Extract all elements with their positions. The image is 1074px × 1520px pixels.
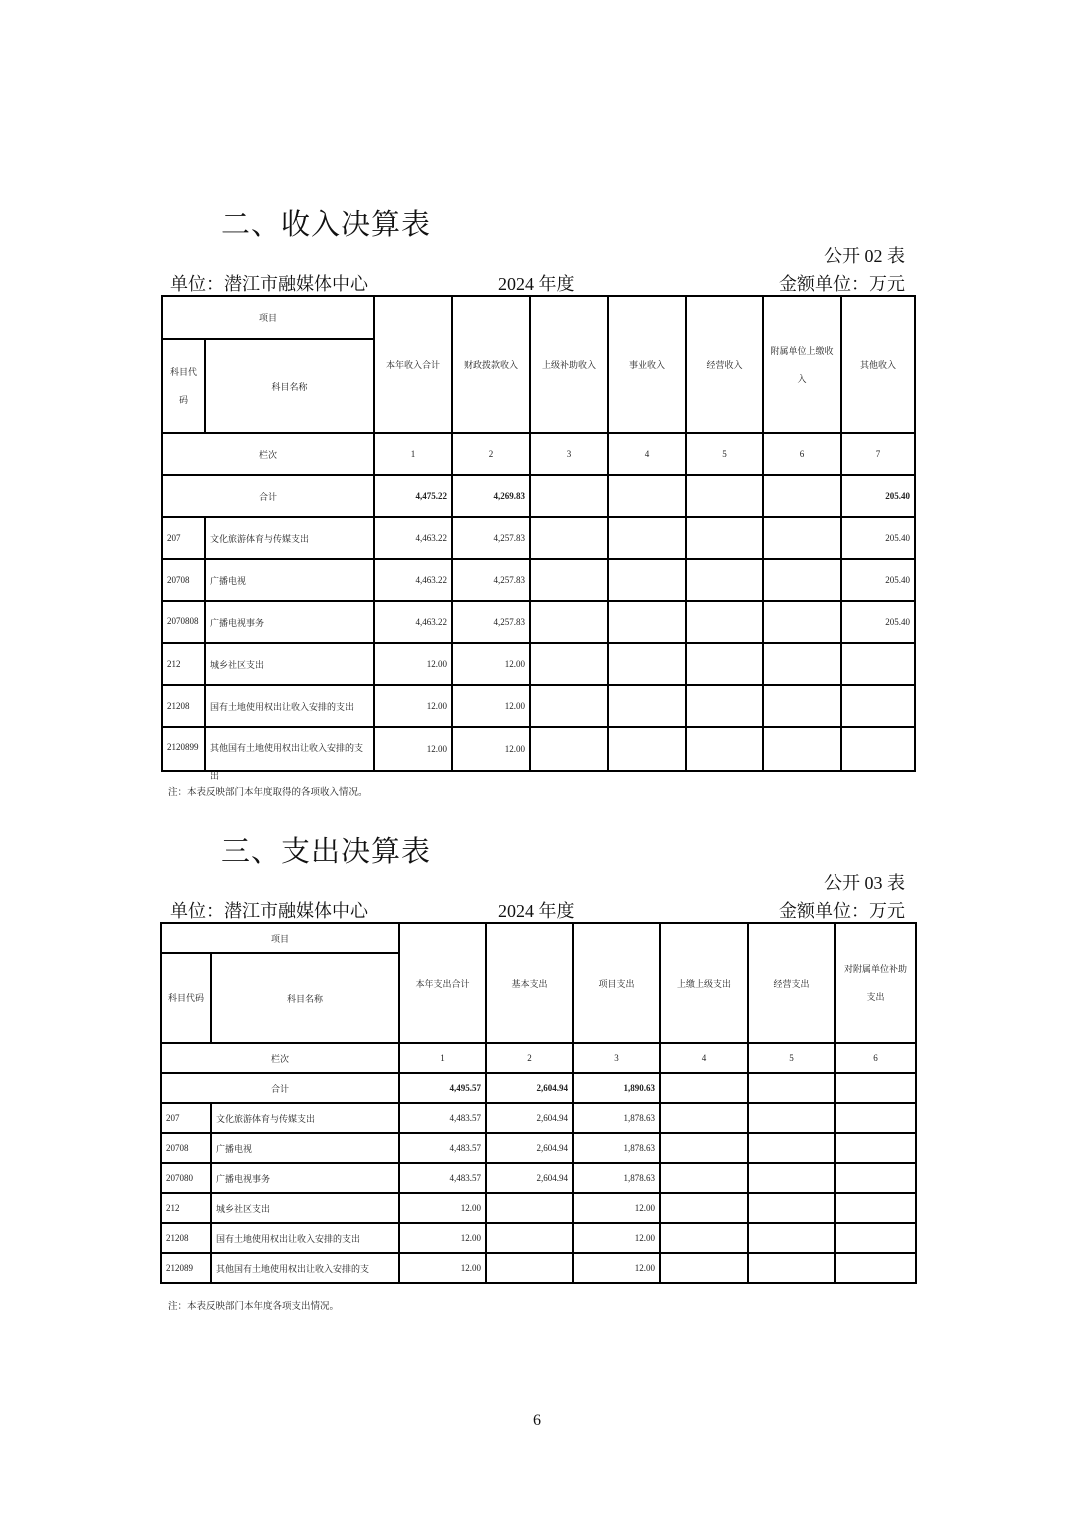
table-row bbox=[162, 685, 915, 727]
subject-name: 广播电视事务 bbox=[211, 1163, 399, 1193]
cell-value: 4,483.57 bbox=[399, 1133, 486, 1163]
cell-value bbox=[835, 1103, 916, 1133]
subject-code: 20708 bbox=[162, 559, 205, 601]
total-value: 205.40 bbox=[841, 475, 915, 517]
subject-name: 广播电视 bbox=[211, 1133, 399, 1163]
table-row bbox=[162, 601, 915, 643]
subject-code bbox=[162, 601, 205, 643]
cell-value: 12.00 bbox=[452, 643, 530, 685]
subject-code: 212 bbox=[162, 643, 205, 685]
cell-value: 12.00 bbox=[399, 1193, 486, 1223]
cell-value bbox=[486, 1253, 573, 1283]
subject-code-text: 2070808 bbox=[167, 616, 199, 626]
cell-value bbox=[763, 643, 841, 685]
income-note: 注：本表反映部门本年度取得的各项收入情况。 bbox=[168, 788, 368, 798]
cell-value bbox=[835, 1133, 916, 1163]
subject-name-text: 其他国有土地使用权出让收入安排的支出 bbox=[210, 743, 364, 781]
table-row bbox=[162, 559, 915, 601]
cell-value bbox=[748, 1103, 835, 1133]
column-header: 事业收入 bbox=[608, 296, 686, 433]
subject-code: 207 bbox=[162, 517, 205, 559]
column-header: 经营支出 bbox=[748, 923, 835, 1043]
cell-value bbox=[841, 643, 915, 685]
cell-value bbox=[748, 1133, 835, 1163]
table-row bbox=[162, 727, 915, 771]
cell-value bbox=[608, 517, 686, 559]
column-header: 其他收入 bbox=[841, 296, 915, 433]
column-header: 基本支出 bbox=[486, 923, 573, 1043]
subject-code: 21208 bbox=[161, 1223, 211, 1253]
cell-value: 12.00 bbox=[452, 727, 530, 771]
column-header: 对附属单位补助支出 bbox=[835, 923, 916, 1043]
subject-name: 城乡社区支出 bbox=[211, 1193, 399, 1223]
subject-name: 广播电视 bbox=[205, 559, 374, 601]
cell-value: 4,463.22 bbox=[374, 517, 452, 559]
cell-value bbox=[686, 643, 763, 685]
column-number: 7 bbox=[841, 433, 915, 475]
cell-value: 4,257.83 bbox=[452, 559, 530, 601]
cell-value bbox=[841, 685, 915, 727]
column-number: 6 bbox=[763, 433, 841, 475]
cell-value bbox=[530, 517, 608, 559]
total-value bbox=[763, 475, 841, 517]
subject-code: 207 bbox=[161, 1103, 211, 1133]
column-number: 2 bbox=[452, 433, 530, 475]
total-value: 4,475.22 bbox=[374, 475, 452, 517]
subject-name: 城乡社区支出 bbox=[205, 643, 374, 685]
column-header: 财政拨款收入 bbox=[452, 296, 530, 433]
cell-value: 12.00 bbox=[374, 643, 452, 685]
column-number: 5 bbox=[686, 433, 763, 475]
cell-value: 4,257.83 bbox=[452, 517, 530, 559]
subject-name bbox=[205, 727, 374, 781]
cell-value: 12.00 bbox=[452, 685, 530, 727]
item-header: 项目 bbox=[162, 296, 374, 339]
table-row bbox=[161, 1253, 916, 1283]
column-number: 5 bbox=[748, 1043, 835, 1073]
total-label: 合计 bbox=[161, 1073, 399, 1103]
cell-value: 4,483.57 bbox=[399, 1103, 486, 1133]
total-value: 1,890.63 bbox=[573, 1073, 660, 1103]
column-header: 本年收入合计 bbox=[374, 296, 452, 433]
cell-value: 12.00 bbox=[374, 727, 452, 771]
expense-total-row bbox=[161, 1073, 916, 1103]
subject-name: 文化旅游体育与传媒支出 bbox=[211, 1103, 399, 1133]
expense-header-row bbox=[161, 923, 916, 953]
cell-value: 4,463.22 bbox=[374, 601, 452, 643]
cell-value bbox=[486, 1193, 573, 1223]
column-header: 本年支出合计 bbox=[399, 923, 486, 1043]
cell-value: 12.00 bbox=[573, 1253, 660, 1283]
name-header: 科目名称 bbox=[205, 339, 374, 433]
total-value bbox=[660, 1073, 748, 1103]
subject-name: 其他国有土地使用权出让收入安排的支 bbox=[211, 1253, 399, 1283]
cell-value: 1,878.63 bbox=[573, 1133, 660, 1163]
cell-value bbox=[608, 601, 686, 643]
cell-value: 1,878.63 bbox=[573, 1103, 660, 1133]
cell-value bbox=[660, 1103, 748, 1133]
total-value: 4,495.57 bbox=[399, 1073, 486, 1103]
cell-value: 205.40 bbox=[841, 601, 915, 643]
subject-name: 国有土地使用权出让收入安排的支出 bbox=[211, 1223, 399, 1253]
income-table bbox=[161, 295, 916, 781]
cell-value: 4,463.22 bbox=[374, 559, 452, 601]
cell-value: 205.40 bbox=[841, 517, 915, 559]
subject-code bbox=[162, 727, 205, 771]
item-header: 项目 bbox=[161, 923, 399, 953]
income-section-title: 二、收入决算表 bbox=[221, 207, 432, 241]
expense-column-number-row bbox=[161, 1043, 916, 1073]
expense-year: 2024 年度 bbox=[498, 901, 575, 921]
subject-code: 207080 bbox=[161, 1163, 211, 1193]
code-header: 科目代码 bbox=[162, 339, 205, 433]
column-number: 1 bbox=[374, 433, 452, 475]
cell-value bbox=[748, 1193, 835, 1223]
total-value bbox=[835, 1073, 916, 1103]
expense-form-number: 公开 03 表 bbox=[824, 873, 905, 893]
cell-value bbox=[530, 559, 608, 601]
cell-value: 2,604.94 bbox=[486, 1133, 573, 1163]
cell-value bbox=[686, 685, 763, 727]
cell-value bbox=[686, 601, 763, 643]
subject-name: 文化旅游体育与传媒支出 bbox=[205, 517, 374, 559]
cell-value bbox=[608, 643, 686, 685]
table-row bbox=[161, 1133, 916, 1163]
income-form-number: 公开 02 表 bbox=[824, 246, 905, 266]
table-row bbox=[162, 643, 915, 685]
row-label: 栏次 bbox=[161, 1043, 399, 1073]
subject-code-text: 2120899 bbox=[167, 742, 199, 752]
column-number: 4 bbox=[660, 1043, 748, 1073]
column-number: 4 bbox=[608, 433, 686, 475]
cell-value bbox=[530, 685, 608, 727]
table-row bbox=[161, 1223, 916, 1253]
cell-value bbox=[835, 1193, 916, 1223]
cell-value: 205.40 bbox=[841, 559, 915, 601]
name-header: 科目名称 bbox=[211, 953, 399, 1043]
cell-value bbox=[748, 1163, 835, 1193]
cell-value bbox=[660, 1223, 748, 1253]
column-number: 6 bbox=[835, 1043, 916, 1073]
cell-value: 12.00 bbox=[399, 1253, 486, 1283]
total-label: 合计 bbox=[162, 475, 374, 517]
total-value: 4,269.83 bbox=[452, 475, 530, 517]
cell-value bbox=[660, 1133, 748, 1163]
cell-value: 12.00 bbox=[374, 685, 452, 727]
cell-value bbox=[841, 727, 915, 771]
expense-table bbox=[160, 922, 917, 1284]
column-number: 1 bbox=[399, 1043, 486, 1073]
cell-value: 12.00 bbox=[573, 1193, 660, 1223]
table-row bbox=[161, 1163, 916, 1193]
subject-name: 广播电视事务 bbox=[205, 601, 374, 643]
total-value bbox=[686, 475, 763, 517]
table-row bbox=[161, 1193, 916, 1223]
table-row bbox=[161, 1103, 916, 1133]
total-value bbox=[608, 475, 686, 517]
subject-code: 21208 bbox=[162, 685, 205, 727]
cell-value bbox=[608, 559, 686, 601]
cell-value bbox=[835, 1163, 916, 1193]
expense-amount-unit: 金额单位：万元 bbox=[779, 901, 905, 921]
income-header-row bbox=[162, 296, 915, 339]
subject-code: 20708 bbox=[161, 1133, 211, 1163]
cell-value bbox=[486, 1223, 573, 1253]
cell-value: 2,604.94 bbox=[486, 1103, 573, 1133]
cell-value: 12.00 bbox=[399, 1223, 486, 1253]
page-number: 6 bbox=[533, 1412, 541, 1429]
income-unit: 单位：潜江市融媒体中心 bbox=[170, 274, 368, 294]
total-value bbox=[530, 475, 608, 517]
table-row bbox=[162, 517, 915, 559]
cell-value bbox=[835, 1223, 916, 1253]
cell-value bbox=[608, 727, 686, 771]
cell-value bbox=[660, 1163, 748, 1193]
cell-value bbox=[763, 727, 841, 771]
cell-value bbox=[686, 517, 763, 559]
subject-name: 国有土地使用权出让收入安排的支出 bbox=[205, 685, 374, 727]
total-value bbox=[748, 1073, 835, 1103]
income-year: 2024 年度 bbox=[498, 274, 575, 294]
expense-section-title: 三、支出决算表 bbox=[221, 834, 432, 868]
cell-value: 2,604.94 bbox=[486, 1163, 573, 1193]
cell-value bbox=[686, 559, 763, 601]
income-amount-unit: 金额单位：万元 bbox=[779, 274, 905, 294]
cell-value: 4,257.83 bbox=[452, 601, 530, 643]
column-header: 上级补助收入 bbox=[530, 296, 608, 433]
cell-value: 12.00 bbox=[573, 1223, 660, 1253]
income-total-row bbox=[162, 475, 915, 517]
cell-value bbox=[748, 1223, 835, 1253]
column-header: 上缴上级支出 bbox=[660, 923, 748, 1043]
cell-value bbox=[530, 643, 608, 685]
cell-value bbox=[763, 559, 841, 601]
expense-unit: 单位：潜江市融媒体中心 bbox=[170, 901, 368, 921]
total-value: 2,604.94 bbox=[486, 1073, 573, 1103]
cell-value bbox=[660, 1253, 748, 1283]
cell-value bbox=[686, 727, 763, 771]
cell-value bbox=[608, 685, 686, 727]
cell-value bbox=[835, 1253, 916, 1283]
cell-value: 4,483.57 bbox=[399, 1163, 486, 1193]
column-header: 项目支出 bbox=[573, 923, 660, 1043]
cell-value bbox=[530, 601, 608, 643]
income-column-number-row bbox=[162, 433, 915, 475]
code-header: 科目代码 bbox=[161, 953, 211, 1043]
cell-value bbox=[763, 517, 841, 559]
row-label: 栏次 bbox=[162, 433, 374, 475]
cell-value bbox=[530, 727, 608, 771]
column-header: 附属单位上缴收入 bbox=[763, 296, 841, 433]
cell-value bbox=[763, 685, 841, 727]
expense-note: 注：本表反映部门本年度各项支出情况。 bbox=[168, 1302, 340, 1312]
cell-value bbox=[763, 601, 841, 643]
subject-code: 212089 bbox=[161, 1253, 211, 1283]
subject-code: 212 bbox=[161, 1193, 211, 1223]
column-header: 经营收入 bbox=[686, 296, 763, 433]
cell-value bbox=[660, 1193, 748, 1223]
column-number: 3 bbox=[573, 1043, 660, 1073]
cell-value: 1,878.63 bbox=[573, 1163, 660, 1193]
column-number: 3 bbox=[530, 433, 608, 475]
cell-value bbox=[748, 1253, 835, 1283]
column-number: 2 bbox=[486, 1043, 573, 1073]
